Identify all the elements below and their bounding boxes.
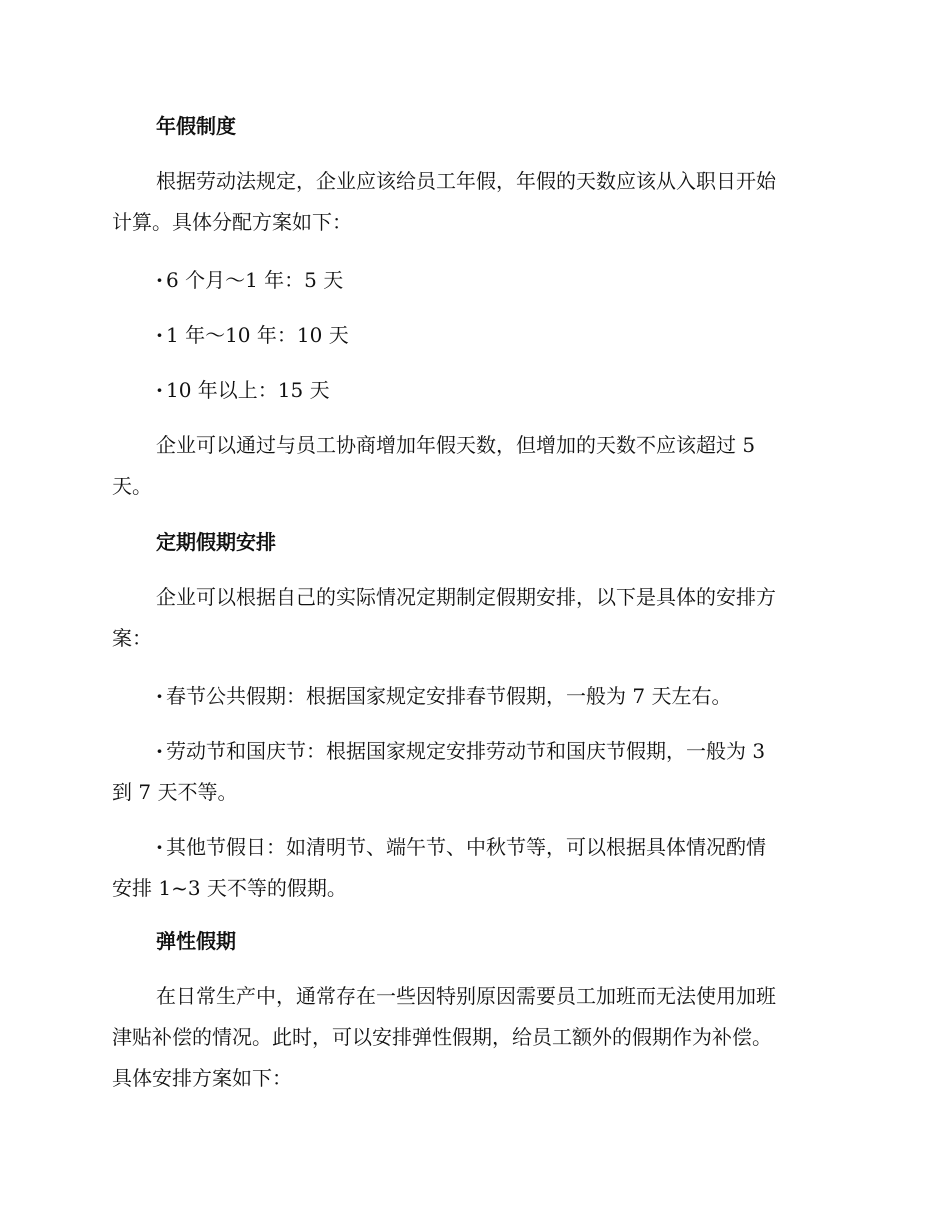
bullet-icon: · [156, 684, 163, 708]
annual-leave-outro-line-1: 企业可以通过与员工协商增加年假天数，但增加的天数不应该超过 5 [156, 433, 756, 457]
flexible-leave-intro-line-2: 津贴补偿的情况。此时，可以安排弹性假期，给员工额外的假期作为补偿。 [112, 1025, 772, 1049]
bullet-icon: · [156, 268, 163, 292]
scheduled-holidays-intro [112, 577, 832, 659]
list-item-text: 1 年～10 年：10 天 [166, 323, 349, 347]
list-item-text: 6 个月～1 年：5 天 [166, 268, 344, 292]
list-item-text: 劳动节和国庆节：根据国家规定安排劳动节和国庆节假期，一般为 3 [166, 739, 766, 763]
bullet-icon: · [156, 739, 163, 763]
list-item-text: 10 年以上：15 天 [166, 378, 330, 402]
annual-leave-intro-line-2: 计算。具体分配方案如下： [112, 210, 352, 234]
annual-leave-outro-line-2: 天。 [112, 474, 152, 498]
scheduled-holidays-intro-line-1: 企业可以根据自己的实际情况定期制定假期安排，以下是具体的安排方 [156, 585, 776, 609]
list-item [112, 731, 832, 813]
list-item-text: 春节公共假期：根据国家规定安排春节假期，一般为 7 天左右。 [166, 684, 732, 708]
annual-leave-outro [112, 425, 832, 507]
list-item-text: 其他节假日：如清明节、端午节、中秋节等，可以根据具体情况酌情 [166, 835, 766, 859]
flexible-leave-intro-line-1: 在日常生产中，通常存在一些因特别原因需要员工加班而无法使用加班 [156, 984, 776, 1008]
bullet-icon: · [156, 835, 163, 859]
list-item [112, 370, 832, 411]
list-item-text-continued: 安排 1~3 天不等的假期。 [112, 876, 347, 900]
annual-leave-intro [112, 161, 832, 243]
list-item [112, 827, 832, 909]
flexible-leave-intro [112, 976, 832, 1099]
bullet-icon: · [156, 323, 163, 347]
list-item [112, 676, 832, 717]
list-item-text-continued: 到 7 天不等。 [112, 780, 238, 804]
document-page [112, 108, 832, 1116]
section-heading-annual-leave: 年假制度 [156, 114, 236, 138]
list-item [112, 260, 832, 301]
annual-leave-intro-line-1: 根据劳动法规定，企业应该给员工年假，年假的天数应该从入职日开始 [156, 169, 776, 193]
scheduled-holidays-intro-line-2: 案： [112, 626, 152, 650]
section-heading-scheduled-holidays: 定期假期安排 [156, 530, 276, 554]
bullet-icon: · [156, 378, 163, 402]
section-heading-flexible-leave: 弹性假期 [156, 929, 236, 953]
flexible-leave-intro-line-3: 具体安排方案如下： [112, 1066, 292, 1090]
list-item [112, 315, 832, 356]
